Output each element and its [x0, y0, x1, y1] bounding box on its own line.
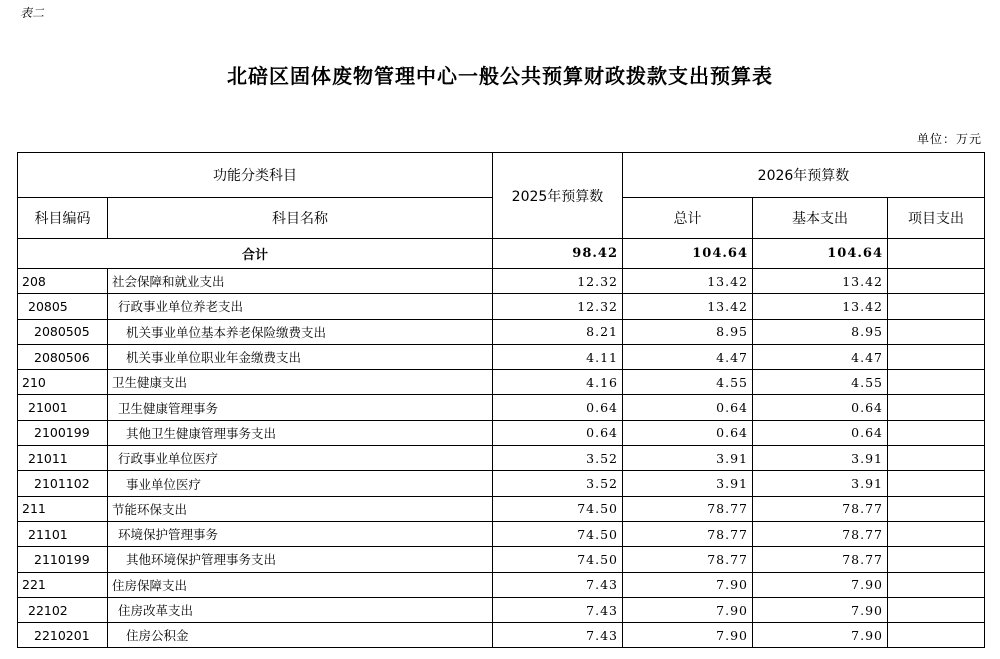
row-total: 8.95 [623, 319, 753, 344]
table-row [18, 521, 985, 546]
row-name: 住房改革支出 [108, 597, 493, 622]
row-project [888, 623, 985, 648]
table-row [18, 420, 985, 445]
row-name: 住房保障支出 [108, 572, 493, 597]
table-row [18, 471, 985, 496]
row-basic: 4.47 [753, 344, 888, 369]
header-row-1 [18, 153, 985, 198]
row-project [888, 547, 985, 572]
total-row [18, 239, 985, 269]
row-b2025: 74.50 [493, 547, 623, 572]
row-total: 0.64 [623, 420, 753, 445]
row-code: 22102 [18, 597, 108, 622]
row-basic: 8.95 [753, 319, 888, 344]
row-code: 2080506 [18, 344, 108, 369]
row-name: 其他卫生健康管理事务支出 [108, 420, 493, 445]
row-code: 20805 [18, 294, 108, 319]
table-row [18, 547, 985, 572]
row-name: 卫生健康管理事务 [108, 395, 493, 420]
row-name: 其他环境保护管理事务支出 [108, 547, 493, 572]
row-name: 行政事业单位医疗 [108, 446, 493, 471]
row-total: 4.47 [623, 344, 753, 369]
row-code: 2100199 [18, 420, 108, 445]
row-project [888, 319, 985, 344]
total-basic: 104.64 [753, 239, 888, 269]
row-code: 2110199 [18, 547, 108, 572]
row-name: 事业单位医疗 [108, 471, 493, 496]
row-b2025: 0.64 [493, 395, 623, 420]
row-project [888, 597, 985, 622]
table-row [18, 597, 985, 622]
header-func-class: 功能分类科目 [18, 153, 493, 198]
row-total: 13.42 [623, 269, 753, 294]
row-total: 7.90 [623, 572, 753, 597]
row-basic: 78.77 [753, 547, 888, 572]
row-project [888, 344, 985, 369]
row-total: 3.91 [623, 471, 753, 496]
row-basic: 4.55 [753, 370, 888, 395]
table-row [18, 269, 985, 294]
row-b2025: 12.32 [493, 294, 623, 319]
table-row [18, 623, 985, 648]
header-project: 项目支出 [888, 198, 985, 239]
row-code: 21101 [18, 521, 108, 546]
header-budget-2025: 2025年预算数 [493, 153, 623, 239]
row-total: 7.90 [623, 623, 753, 648]
header-total: 总计 [623, 198, 753, 239]
row-b2025: 7.43 [493, 623, 623, 648]
row-basic: 7.90 [753, 623, 888, 648]
table-row [18, 319, 985, 344]
row-basic: 0.64 [753, 420, 888, 445]
row-basic: 3.91 [753, 471, 888, 496]
row-basic: 0.64 [753, 395, 888, 420]
table-row [18, 446, 985, 471]
row-total: 78.77 [623, 496, 753, 521]
row-project [888, 471, 985, 496]
row-project [888, 446, 985, 471]
row-b2025: 7.43 [493, 597, 623, 622]
row-b2025: 4.11 [493, 344, 623, 369]
row-basic: 78.77 [753, 521, 888, 546]
row-b2025: 7.43 [493, 572, 623, 597]
row-project [888, 572, 985, 597]
table-row [18, 370, 985, 395]
total-label: 合计 [18, 239, 493, 269]
row-b2025: 74.50 [493, 521, 623, 546]
row-total: 4.55 [623, 370, 753, 395]
row-project [888, 420, 985, 445]
row-code: 2101102 [18, 471, 108, 496]
row-code: 21001 [18, 395, 108, 420]
table-row [18, 294, 985, 319]
row-name: 机关事业单位基本养老保险缴费支出 [108, 319, 493, 344]
row-b2025: 0.64 [493, 420, 623, 445]
total-b2025: 98.42 [493, 239, 623, 269]
page-title: 北碚区固体废物管理中心一般公共预算财政拨款支出预算表 [227, 64, 773, 88]
row-code: 2210201 [18, 623, 108, 648]
header-code: 科目编码 [18, 198, 108, 239]
row-basic: 13.42 [753, 294, 888, 319]
row-name: 节能环保支出 [108, 496, 493, 521]
row-basic: 7.90 [753, 572, 888, 597]
row-code: 208 [18, 269, 108, 294]
row-basic: 7.90 [753, 597, 888, 622]
row-b2025: 4.16 [493, 370, 623, 395]
total-project [888, 239, 985, 269]
header-name: 科目名称 [108, 198, 493, 239]
row-name: 卫生健康支出 [108, 370, 493, 395]
row-b2025: 3.52 [493, 446, 623, 471]
row-b2025: 12.32 [493, 269, 623, 294]
unit-label: 单位：万元 [916, 132, 982, 146]
row-code: 2080505 [18, 319, 108, 344]
row-code: 21011 [18, 446, 108, 471]
table-body [18, 239, 985, 648]
table-number-tag: 表二 [20, 6, 45, 20]
table-row [18, 395, 985, 420]
row-project [888, 521, 985, 546]
row-total: 13.42 [623, 294, 753, 319]
row-name: 住房公积金 [108, 623, 493, 648]
row-basic: 13.42 [753, 269, 888, 294]
row-code: 211 [18, 496, 108, 521]
header-budget-2026: 2026年预算数 [623, 153, 985, 198]
row-code: 221 [18, 572, 108, 597]
row-name: 社会保障和就业支出 [108, 269, 493, 294]
row-b2025: 8.21 [493, 319, 623, 344]
row-project [888, 370, 985, 395]
row-project [888, 294, 985, 319]
row-b2025: 74.50 [493, 496, 623, 521]
table-row [18, 572, 985, 597]
budget-table [17, 152, 985, 648]
row-basic: 3.91 [753, 446, 888, 471]
row-total: 78.77 [623, 547, 753, 572]
total-total: 104.64 [623, 239, 753, 269]
header-basic: 基本支出 [753, 198, 888, 239]
table-row [18, 496, 985, 521]
row-b2025: 3.52 [493, 471, 623, 496]
row-total: 3.91 [623, 446, 753, 471]
row-name: 行政事业单位养老支出 [108, 294, 493, 319]
row-project [888, 395, 985, 420]
row-basic: 78.77 [753, 496, 888, 521]
row-project [888, 496, 985, 521]
row-name: 环境保护管理事务 [108, 521, 493, 546]
row-project [888, 269, 985, 294]
row-total: 78.77 [623, 521, 753, 546]
table-row [18, 344, 985, 369]
row-total: 7.90 [623, 597, 753, 622]
row-code: 210 [18, 370, 108, 395]
row-name: 机关事业单位职业年金缴费支出 [108, 344, 493, 369]
row-total: 0.64 [623, 395, 753, 420]
